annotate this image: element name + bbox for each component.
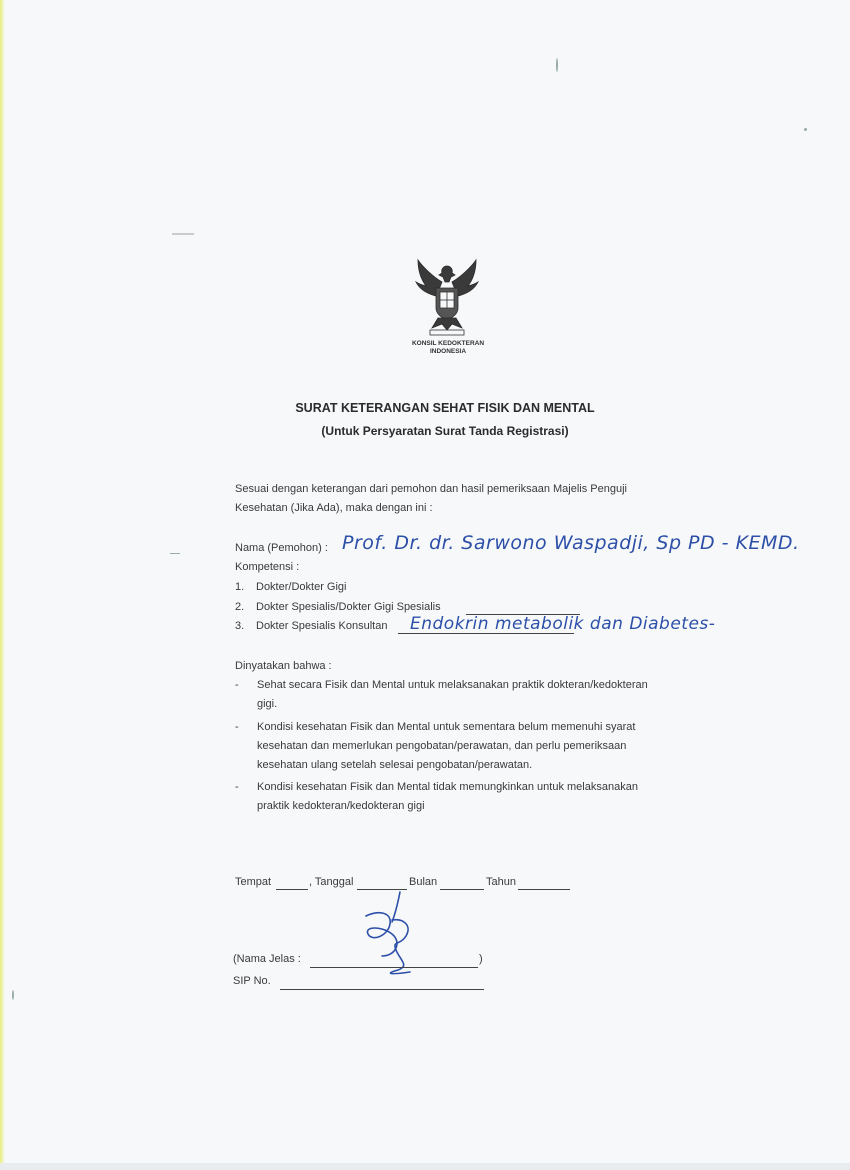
nama-jelas-close: ): [479, 953, 483, 965]
scan-speck: [804, 128, 807, 131]
scan-speck: [170, 553, 180, 554]
competence-item-number: 3.: [235, 620, 245, 632]
competence-item-label: Dokter Spesialis/Dokter Gigi Spesialis: [256, 601, 441, 613]
scan-speck: [12, 990, 14, 1000]
tahun-line: [518, 889, 570, 890]
bullet-dash: -: [235, 781, 239, 793]
tahun-label: Tahun: [486, 876, 516, 888]
statement-item-line: praktik kedokteran/kedokteran gigi: [257, 800, 425, 812]
statement-item-line: Sehat secara Fisik dan Mental untuk melaksanakan praktik dokteran/kedokteran: [257, 679, 648, 691]
applicant-name-handwritten: Prof. Dr. dr. Sarwono Waspadji, Sp PD - KEMD.: [342, 532, 800, 554]
org-name-line2: INDONESIA: [429, 348, 467, 355]
scan-edge: [0, 0, 5, 1170]
organization-name: [390, 340, 506, 356]
handwritten-signature: [352, 890, 432, 985]
statement-item-line: gigi.: [257, 698, 278, 710]
sip-line: [280, 989, 484, 990]
bulan-label: Bulan: [409, 876, 438, 888]
competence-label: Kompetensi :: [235, 561, 300, 573]
statement-item-line: kesehatan ulang setelah selesai pengobatan/perawatan.: [257, 759, 533, 771]
bulan-line: [440, 889, 484, 890]
tanggal-label: , Tanggal: [309, 876, 354, 888]
bullet-dash: -: [235, 721, 239, 733]
document-subtitle: (Untuk Persyaratan Surat Tanda Registrasi): [321, 424, 569, 438]
scan-edge-bottom: [0, 1163, 850, 1170]
statement-item-line: Kondisi kesehatan Fisik dan Mental untuk sementara belum memenuhi syarat: [257, 721, 636, 733]
competence-item-label: Dokter Spesialis Konsultan: [256, 620, 388, 632]
scan-speck: [172, 233, 194, 235]
nama-jelas-label: (Nama Jelas :: [233, 953, 301, 965]
org-name-line1: KONSIL KEDOKTERAN: [411, 340, 485, 347]
applicant-name-label: Nama (Pemohon) :: [235, 542, 328, 554]
competence-item-number: 1.: [235, 581, 245, 593]
scan-speck: [556, 58, 558, 72]
statement-label: Dinyatakan bahwa :: [235, 660, 332, 672]
bullet-dash: -: [235, 679, 239, 691]
nama-jelas-line: [310, 967, 478, 968]
tempat-label: Tempat: [235, 876, 272, 888]
competence-item-label: Dokter/Dokter Gigi: [256, 581, 347, 593]
statement-item-line: kesehatan dan memerlukan pengobatan/perawatan, dan perlu pemeriksaan: [257, 740, 627, 752]
consultant-field-handwritten: Endokrin metabolik dan Diabetes-: [410, 614, 716, 634]
tempat-line: [276, 889, 308, 890]
intro-line1: Sesuai dengan keterangan dari pemohon dan hasil pemeriksaan Majelis Penguji: [235, 483, 627, 495]
intro-line2: Kesehatan (Jika Ada), maka dengan ini :: [235, 502, 433, 514]
competence-item-number: 2.: [235, 601, 245, 613]
garuda-emblem-icon: [412, 258, 482, 338]
document-title: SURAT KETERANGAN SEHAT FISIK DAN MENTAL: [295, 401, 595, 415]
statement-item-line: Kondisi kesehatan Fisik dan Mental tidak memungkinkan untuk melaksanakan: [257, 781, 638, 793]
sip-label: SIP No.: [233, 975, 271, 987]
